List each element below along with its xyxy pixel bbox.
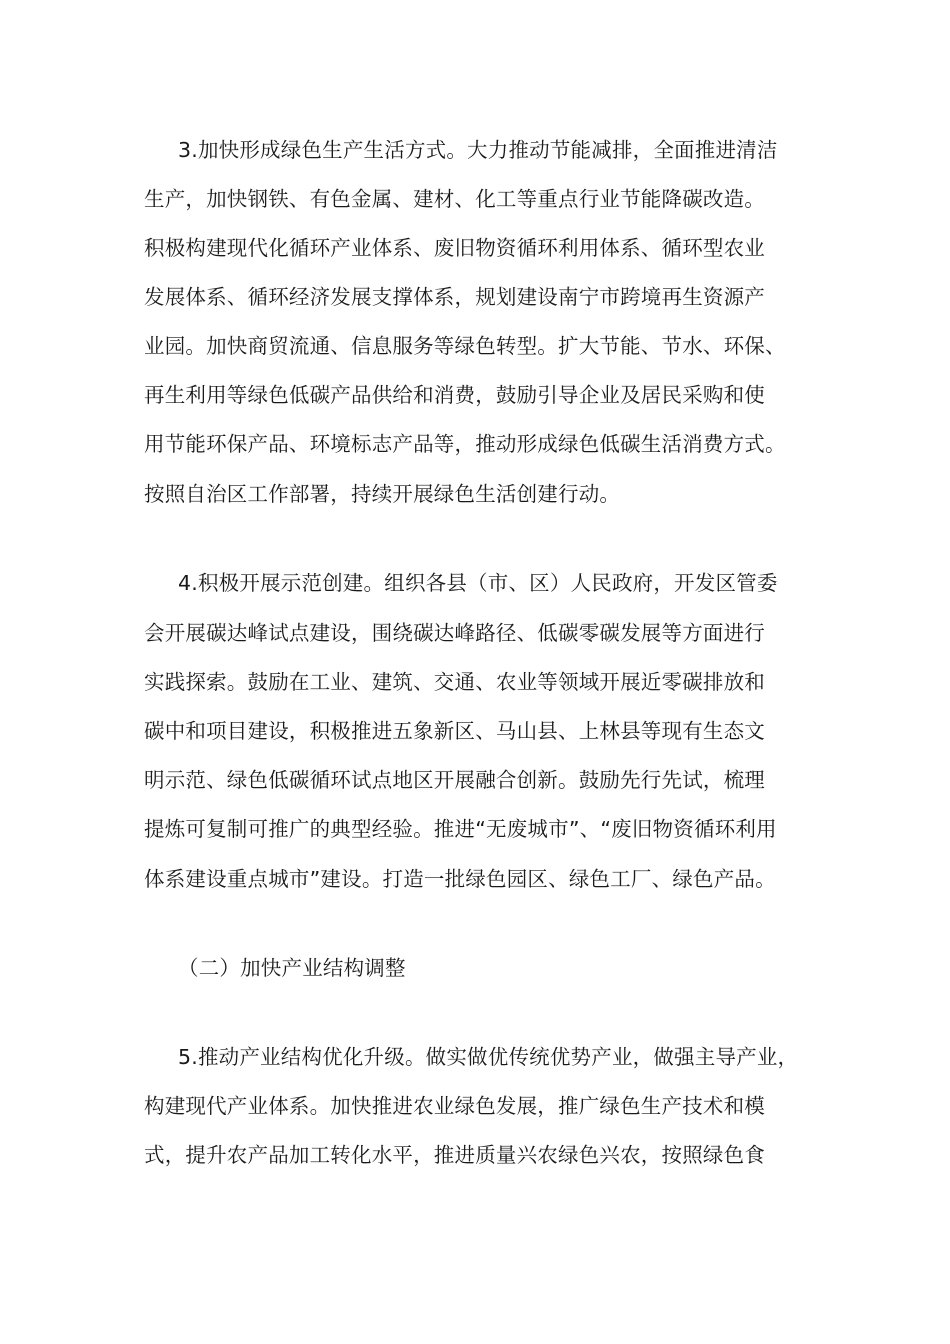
paragraph-4-line-4: 碳中和项目建设，积极推进五象新区、马山县、上林县等现有生态文 xyxy=(144,719,765,743)
paragraph-3-line-2: 生产，加快钢铁、有色金属、建材、化工等重点行业节能降碳改造。 xyxy=(144,187,765,211)
paragraph-5-line-2: 构建现代产业体系。加快推进农业绿色发展，推广绿色生产技术和模 xyxy=(144,1094,765,1118)
paragraph-4-line-5: 明示范、绿色低碳循环试点地区开展融合创新。鼓励先行先试，梳理 xyxy=(144,768,765,792)
paragraph-3-line-1: 3.加快形成绿色生产生活方式。大力推动节能减排，全面推进清洁 xyxy=(178,138,778,162)
paragraph-3-line-8: 按照自治区工作部署，持续开展绿色生活创建行动。 xyxy=(144,482,621,506)
paragraph-4-line-7: 体系建设重点城市”建设。打造一批绿色园区、绿色工厂、绿色产品。 xyxy=(144,867,776,891)
paragraph-5-line-1: 5.推动产业结构优化升级。做实做优传统优势产业，做强主导产业， xyxy=(178,1045,799,1069)
paragraph-3-line-5: 业园。加快商贸流通、信息服务等绿色转型。扩大节能、节水、环保、 xyxy=(144,334,786,358)
paragraph-4-line-2: 会开展碳达峰试点建设，围绕碳达峰路径、低碳零碳发展等方面进行 xyxy=(144,621,765,645)
paragraph-4-line-3: 实践探索。鼓励在工业、建筑、交通、农业等领域开展近零碳排放和 xyxy=(144,670,765,694)
paragraph-3-line-7: 用节能环保产品、环境标志产品等，推动形成绿色低碳生活消费方式。 xyxy=(144,432,786,456)
paragraph-3-line-3: 积极构建现代化循环产业体系、废旧物资循环利用体系、循环型农业 xyxy=(144,236,765,260)
paragraph-4-line-6: 提炼可复制可推广的典型经验。推进“无废城市”、“废旧物资循环利用 xyxy=(144,817,777,841)
paragraph-3-line-6: 再生利用等绿色低碳产品供给和消费，鼓励引导企业及居民采购和使 xyxy=(144,383,765,407)
paragraph-3-line-4: 发展体系、循环经济发展支撑体系，规划建设南宁市跨境再生资源产 xyxy=(144,285,765,309)
paragraph-5-line-3: 式，提升农产品加工转化水平，推进质量兴农绿色兴农，按照绿色食 xyxy=(144,1143,765,1167)
section-heading: （二）加快产业结构调整 xyxy=(178,956,406,980)
paragraph-4-line-1: 4.积极开展示范创建。组织各县（市、区）人民政府，开发区管委 xyxy=(178,571,778,595)
